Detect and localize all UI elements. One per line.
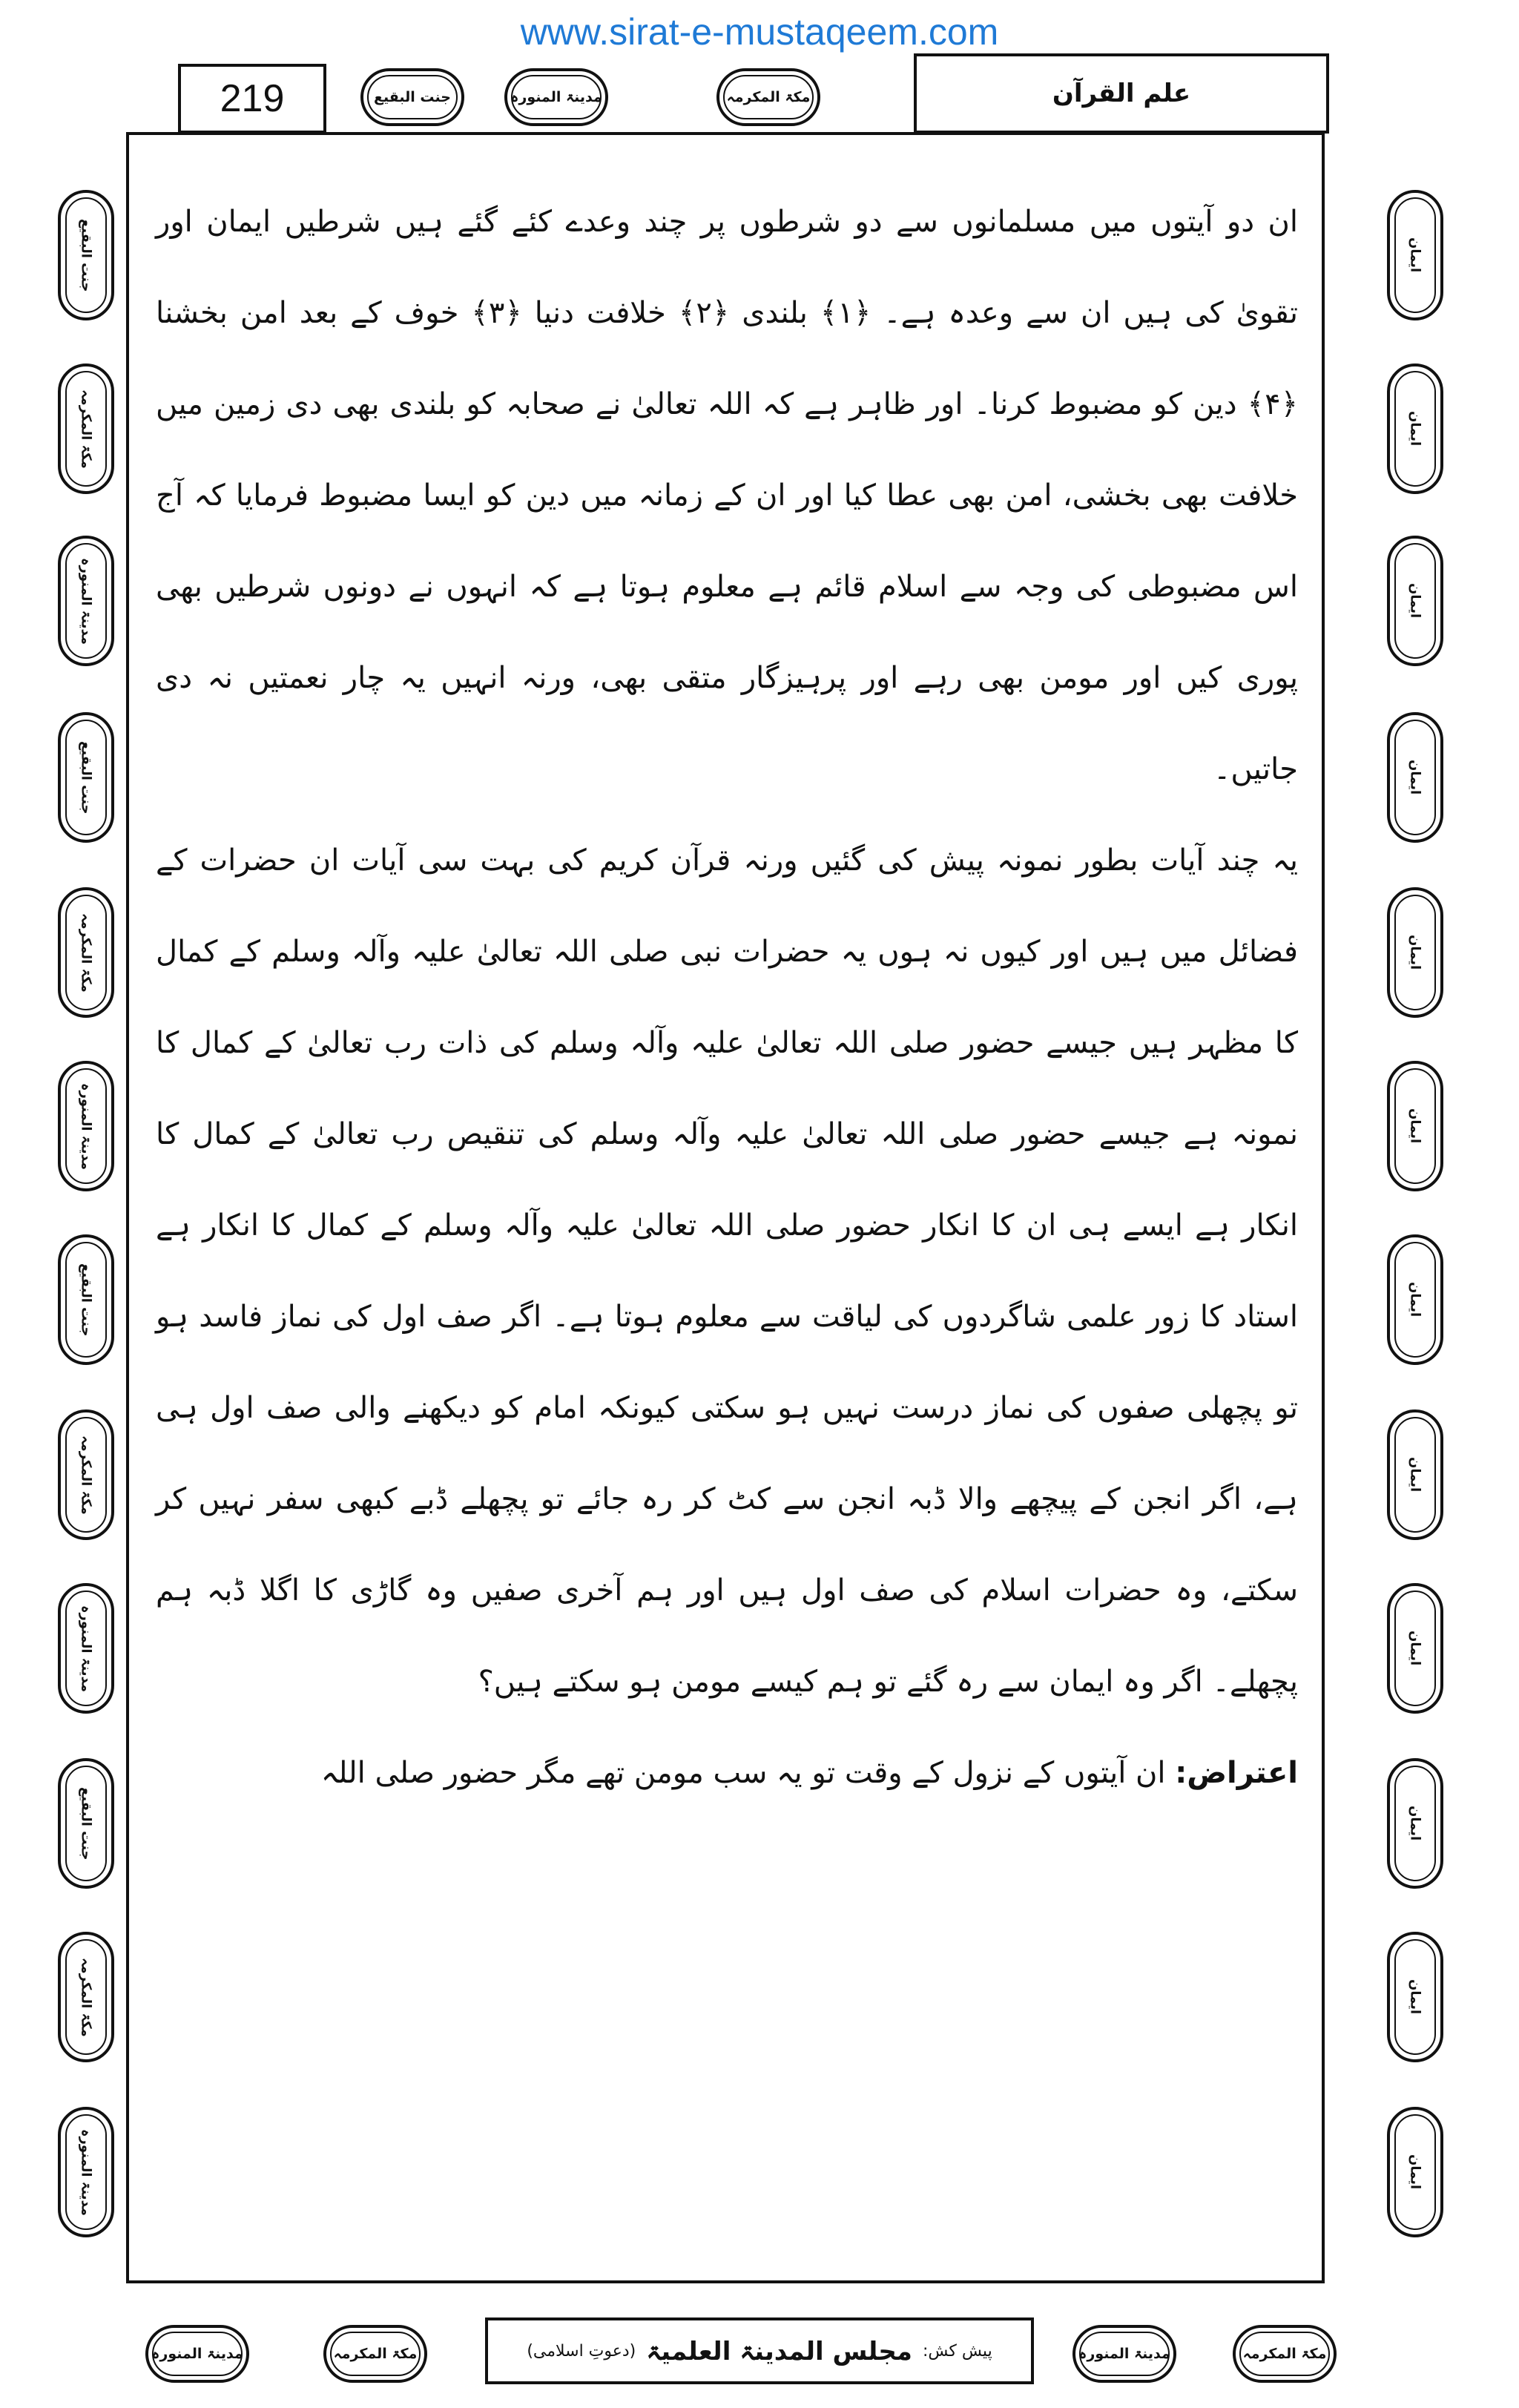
publisher-box: [485, 2317, 1034, 2384]
seal-jannat-ul-baqi: جنت البقیع: [360, 68, 464, 126]
left-ornament: جنت البقیع: [58, 1758, 114, 1889]
paragraph-1: ان دو آیتوں میں مسلمانوں سے دو شرطوں پر چند وعدے کئے گئے ہیں شرطیں ایمان اور تقویٰ کی ہیں ان سے وعدہ ہے۔ ﴿۱﴾ بلندی ﴿۲﴾ خلافت دنیا ﴿۳﴾ خوف کے بعد امن بخشنا ﴿۴﴾ دین کو مضبوط کرنا۔ اور ظاہر ہے کہ اللہ تعالیٰ نے صحابہ کو بلندی بھی دی زمین میں خلافت بھی بخشی، امن بھی عطا کیا اور ان کے زمانہ میں دین کو ایسا مضبوط فرمایا کہ آج اس مضبوطی کی وجہ سے اسلام قائم ہے معلوم ہوتا ہے کہ انہوں نے دونوں شرطیں بھی پوری کیں اور مومن بھی رہے اور پرہیزگار متقی بھی، ورنہ انہیں یہ چار نعمتیں نہ دی جاتیں۔: [156, 205, 1299, 786]
page-number: 219: [178, 64, 326, 134]
right-ornament: ایمان: [1387, 1061, 1443, 1191]
footer-seal-madina: مدینۃ المنورہ: [1072, 2325, 1176, 2383]
right-ornament: ایمان: [1387, 1932, 1443, 2062]
left-ornament: مکۃ المکرمہ: [58, 363, 114, 494]
left-ornament: مدینۃ المنورہ: [58, 1061, 114, 1191]
right-ornament: ایمان: [1387, 712, 1443, 843]
website-url[interactable]: www.sirat-e-mustaqeem.com: [520, 11, 999, 53]
right-ornament: ایمان: [1387, 887, 1443, 1018]
dawat-label: (دعوتِ اسلامی): [527, 2341, 636, 2361]
left-ornament: مکۃ المکرمہ: [58, 887, 114, 1018]
right-ornament: ایمان: [1387, 363, 1443, 494]
right-ornament: ایمان: [1387, 536, 1443, 666]
right-ornament: ایمان: [1387, 190, 1443, 320]
seal-madina: مدینۃ المنورہ: [504, 68, 608, 126]
left-ornament: مدینۃ المنورہ: [58, 2107, 114, 2237]
footer-seal-makkah: مکۃ المکرمہ: [323, 2325, 427, 2383]
left-ornament: جنت البقیع: [58, 712, 114, 843]
right-ornament: ایمان: [1387, 1583, 1443, 1714]
right-ornament: ایمان: [1387, 1234, 1443, 1365]
seal-makkah: مکۃ المکرمہ: [716, 68, 820, 126]
left-ornament: جنت البقیع: [58, 1234, 114, 1365]
left-ornament: مدینۃ المنورہ: [58, 1583, 114, 1714]
left-ornament: مکۃ المکرمہ: [58, 1932, 114, 2062]
footer-seal-madina: مدینۃ المنورہ: [145, 2325, 249, 2383]
objection-paragraph: [156, 1728, 1298, 1819]
presenter-label: پیش کش:: [922, 2341, 992, 2361]
right-ornament: ایمان: [1387, 1409, 1443, 1540]
left-ornament: مدینۃ المنورہ: [58, 536, 114, 666]
footer-seal-makkah: مکۃ المکرمہ: [1233, 2325, 1337, 2383]
left-ornament: مکۃ المکرمہ: [58, 1409, 114, 1540]
objection-text: ان آیتوں کے نزول کے وقت تو یہ سب مومن تھے مگر حضور صلی اللہ: [320, 1756, 1166, 1790]
left-ornament: جنت البقیع: [58, 190, 114, 320]
book-title: علم القرآن: [914, 53, 1329, 134]
body-text: [156, 177, 1298, 1819]
publisher-name: مجلس المدینۃ العلمیۃ: [646, 2336, 912, 2366]
right-ornament: ایمان: [1387, 2107, 1443, 2237]
objection-label: اعتراض:: [1175, 1756, 1298, 1790]
paragraph-2: یہ چند آیات بطور نمونہ پیش کی گئیں ورنہ قرآن کریم کی بہت سی آیات ان حضرات کے فضائل میں ہیں اور کیوں نہ ہوں یہ حضرات نبی صلی اللہ تعالیٰ علیہ وآلہ وسلم کے کمال کا مظہر ہیں جیسے حضور صلی اللہ تعالیٰ علیہ وآلہ وسلم کی ذات رب تعالیٰ کے کمال کا نمونہ ہے جیسے حضور صلی اللہ تعالیٰ علیہ وآلہ وسلم کی تنقیص رب تعالیٰ کے کمال کا انکار ہے ایسے ہی ان کا انکار حضور صلی اللہ تعالیٰ علیہ وآلہ وسلم کے کمال کا انکار ہے استاد کا زور علمی شاگردوں کی لیاقت سے معلوم ہوتا ہے۔ اگر صف اول کی نماز فاسد ہو تو پچھلی صفوں کی نماز درست نہیں ہو سکتی کیونکہ امام کو دیکھنے والی صف اول ہی ہے، اگر انجن کے پیچھے والا ڈبہ انجن سے کٹ کر رہ جائے تو پچھلے ڈبے کبھی سفر نہیں کر سکتے، وہ حضرات اسلام کی صف اول ہیں اور ہم آخری صفیں وہ گاڑی کا اگلا ڈبہ ہم پچھلے۔ اگر وہ ایمان سے رہ گئے تو ہم کیسے مومن ہو سکتے ہیں؟: [156, 843, 1298, 1699]
right-ornament: ایمان: [1387, 1758, 1443, 1889]
